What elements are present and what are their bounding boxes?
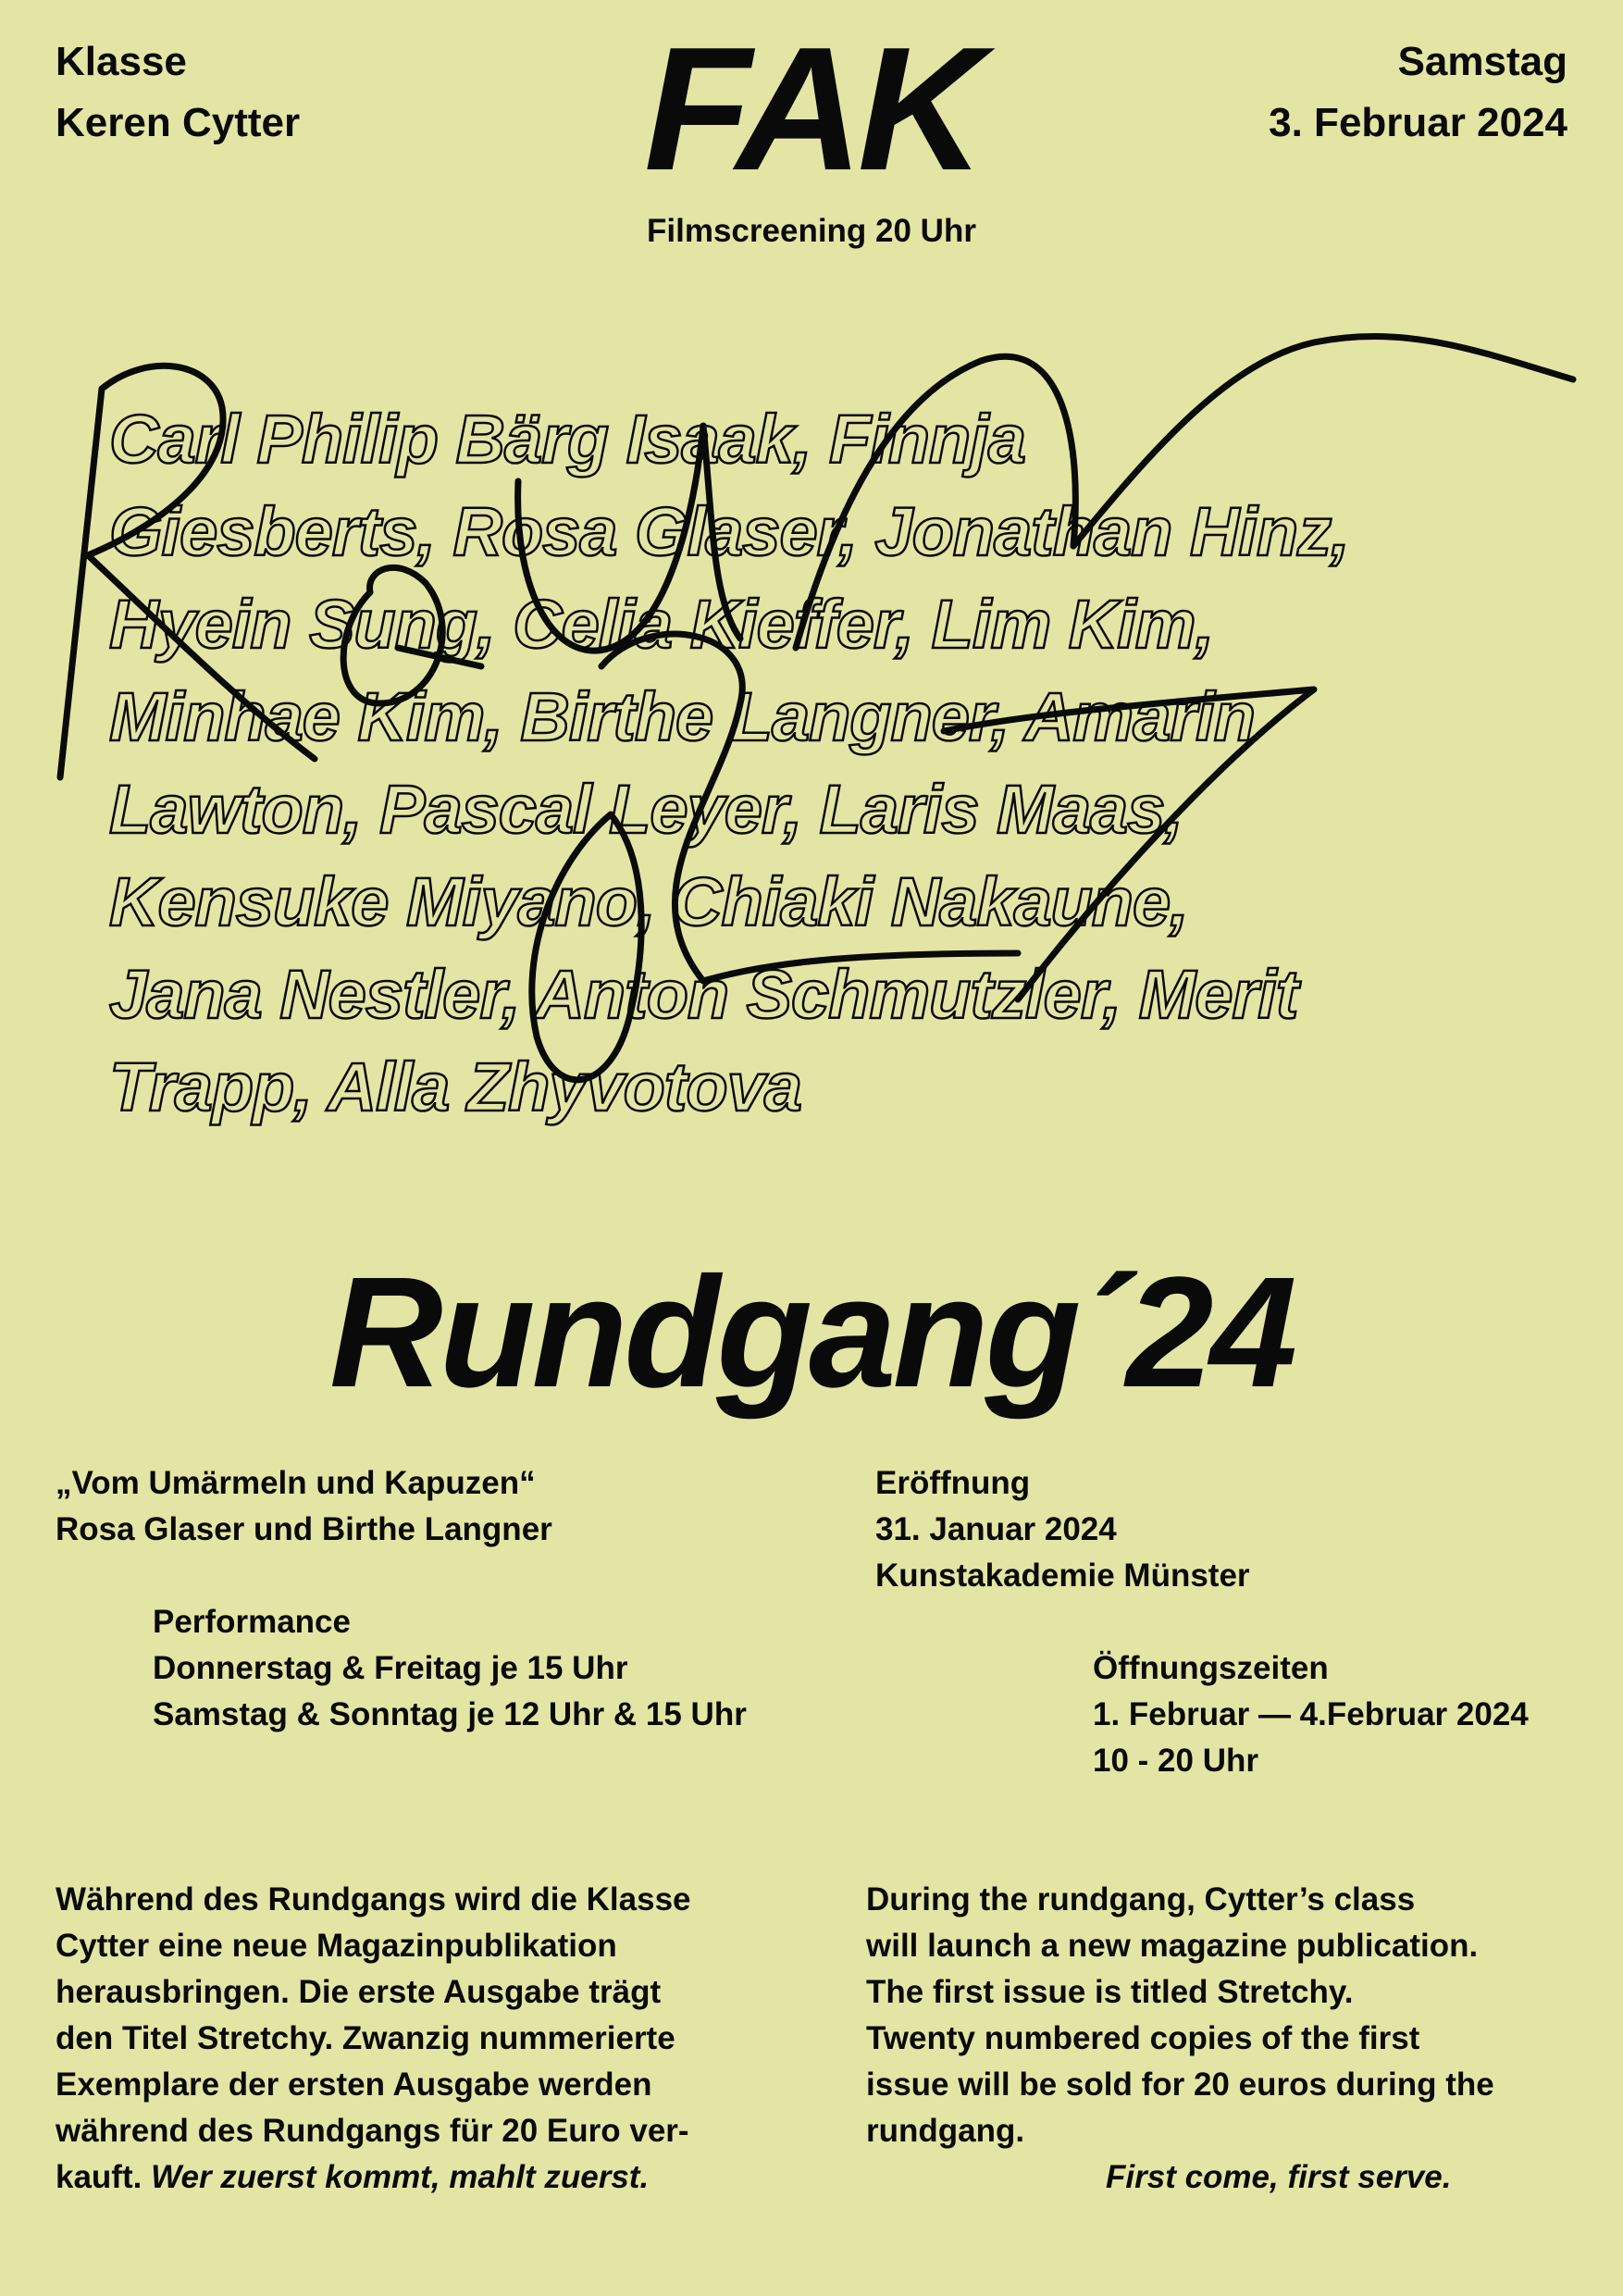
english-line: During the rundgang, Cytter’s class xyxy=(866,1881,1416,1917)
names-line: Minhae Kim, Birthe Langner, Amarin xyxy=(109,678,1255,755)
event-title: Rundgang´24 xyxy=(328,1245,1295,1421)
names-line: Trapp, Alla Zhyvotova xyxy=(109,1049,801,1125)
class-label-line-1: Klasse xyxy=(56,39,187,84)
date-label xyxy=(1269,31,1567,154)
english-line: will launch a new magazine publication. xyxy=(866,1928,1479,1964)
poster-logo-title: FAK xyxy=(644,11,979,207)
performance-label: Performance xyxy=(153,1604,351,1640)
class-label-line-2: Keren Cytter xyxy=(56,100,301,145)
names-line: Kensuke Miyano, Chiaki Nakaune, xyxy=(109,863,1188,940)
opening-place: Kunstakademie Münster xyxy=(875,1558,1250,1594)
german-last-plain: kauft. xyxy=(56,2159,152,2195)
german-line: herausbringen. Die erste Ausgabe trägt xyxy=(56,1974,662,2010)
performance-title-block xyxy=(56,1460,552,1553)
names-line: Jana Nestler, Anton Schmutzler, Merit xyxy=(109,956,1298,1033)
german-line: den Titel Stretchy. Zwanzig nummerierte xyxy=(56,2020,675,2056)
performance-title: „Vom Umärmeln und Kapuzen“ xyxy=(56,1465,536,1501)
performance-schedule xyxy=(153,1599,747,1738)
date-label-line-1: Samstag xyxy=(1397,39,1567,84)
german-line: Während des Rundgangs wird die Klasse xyxy=(56,1881,691,1917)
german-line: Cytter eine neue Magazinpublikation xyxy=(56,1928,617,1964)
date-label-line-2: 3. Februar 2024 xyxy=(1269,100,1567,145)
english-line: rundgang. xyxy=(866,2113,1025,2149)
performance-artists: Rosa Glaser und Birthe Langner xyxy=(56,1511,552,1547)
opening-block xyxy=(875,1460,1250,1599)
english-line: issue will be sold for 20 euros during the xyxy=(866,2066,1494,2103)
names-line: Lawton, Pascal Leyer, Laris Maas, xyxy=(109,771,1183,848)
german-line: während des Rundgangs für 20 Euro ver- xyxy=(56,2113,689,2149)
performance-time: Samstag & Sonntag je 12 Uhr & 15 Uhr xyxy=(153,1696,747,1732)
english-line: The first issue is titled Stretchy. xyxy=(866,1974,1354,2010)
names-line: Hyein Sung, Celia Kieffer, Lim Kim, xyxy=(109,586,1214,663)
english-proverb: First come, first serve. xyxy=(1106,2159,1452,2195)
opening-hours-block xyxy=(1093,1645,1529,1784)
screening-time: Filmscreening 20 Uhr xyxy=(647,213,976,249)
performance-time: Donnerstag & Freitag je 15 Uhr xyxy=(153,1650,628,1686)
german-last-line xyxy=(56,2154,691,2201)
opening-label: Eröffnung xyxy=(875,1465,1031,1501)
hours-dates: 1. Februar — 4.Februar 2024 xyxy=(1093,1696,1529,1732)
opening-date: 31. Januar 2024 xyxy=(875,1511,1117,1547)
participant-names xyxy=(109,393,1553,1134)
english-line: Twenty numbered copies of the first xyxy=(866,2020,1420,2056)
hours-time: 10 - 20 Uhr xyxy=(1093,1743,1258,1779)
german-proverb: Wer zuerst kommt, mahlt zuerst. xyxy=(151,2159,650,2195)
german-line: Exemplare der ersten Ausgabe werden xyxy=(56,2066,652,2103)
names-line: Carl Philip Bärg Isaak, Finnja xyxy=(109,401,1025,478)
english-description xyxy=(866,1877,1494,2154)
german-description xyxy=(56,1877,691,2201)
hours-label: Öffnungszeiten xyxy=(1093,1650,1329,1686)
names-line: Giesberts, Rosa Glaser, Jonathan Hinz, xyxy=(109,493,1349,570)
